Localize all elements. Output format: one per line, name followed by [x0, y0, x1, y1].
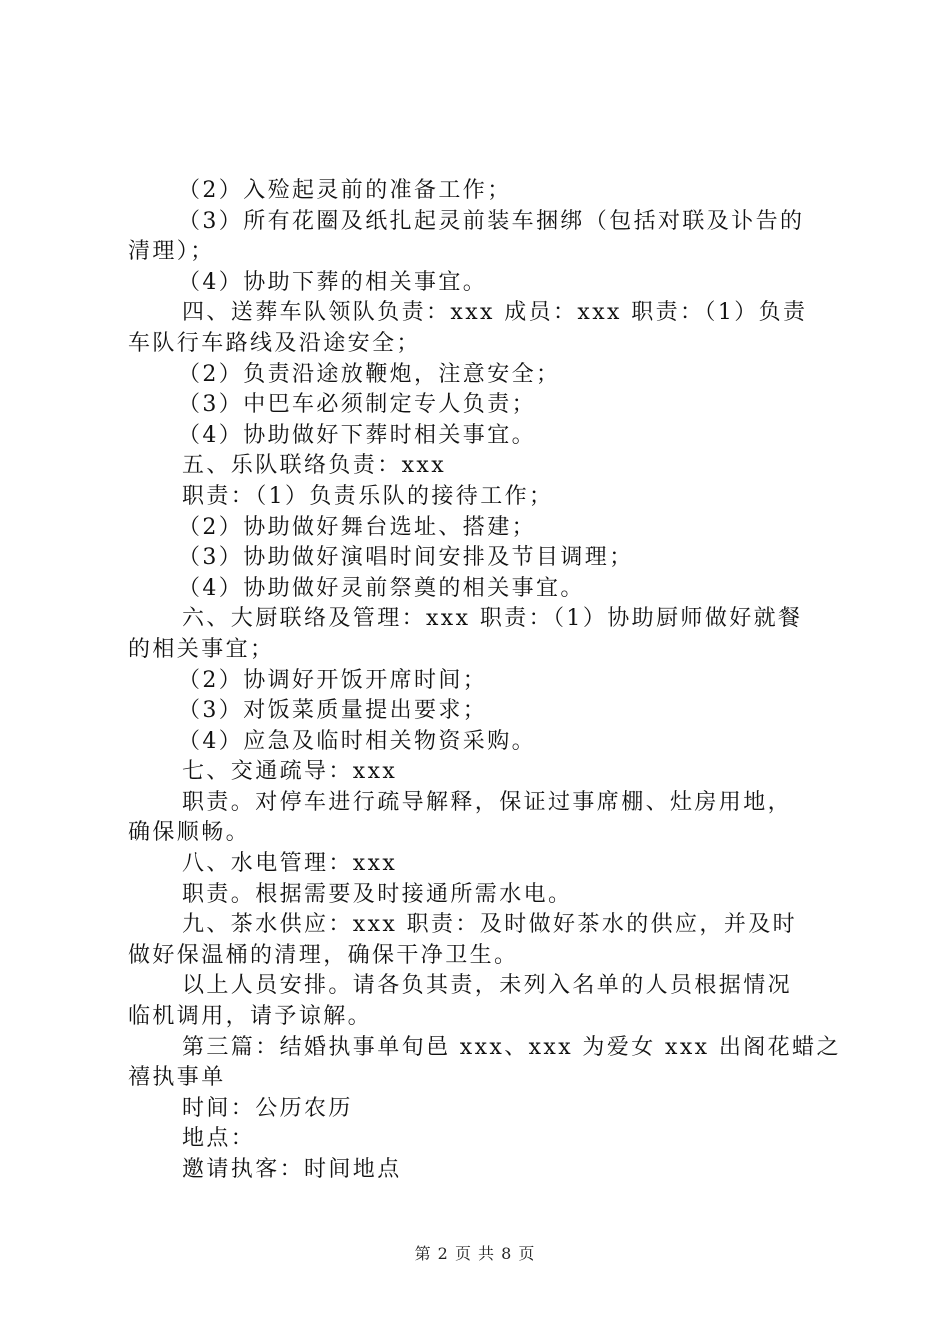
text-line: 车队行车路线及沿途安全； [128, 330, 421, 356]
page-number-footer: 第 2 页 共 8 页 [414, 1244, 536, 1263]
text-line: 职责。对停车进行疏导解释，保证过事席棚、灶房用地， [182, 789, 793, 815]
text-line: 确保顺畅。 [128, 820, 251, 846]
text-line: （4）应急及临时相关物资采购。 [178, 728, 536, 754]
text-line: 地点： [182, 1126, 256, 1152]
text-line: 的相关事宜； [128, 636, 275, 662]
text-line: （3）中巴车必须制定专人负责； [178, 392, 536, 418]
text-line: 职责：（1）负责乐队的接待工作； [182, 483, 554, 509]
section-heading-line: 五、乐队联络负责：xxx [182, 453, 447, 479]
section-heading-line: 四、送葬车队领队负责：xxx 成员：xxx 职责：（1）负责 [182, 300, 808, 326]
text-line: （3）协助做好演唱时间安排及节目调理； [178, 545, 634, 571]
text-line: （4）协助做好灵前祭奠的相关事宜。 [178, 575, 585, 601]
section-heading-line: 九、茶水供应：xxx 职责：及时做好茶水的供应，并及时 [182, 912, 798, 938]
text-line: （2）协调好开饭开席时间； [178, 667, 488, 693]
section-heading-line: 七、交通疏导：xxx [182, 759, 398, 785]
text-line: 时间：公历农历 [182, 1095, 353, 1121]
section-heading-line: 六、大厨联络及管理：xxx 职责：（1）协助厨师做好就餐 [182, 606, 803, 632]
text-line: 以上人员安排。请各负其责，未列入名单的人员根据情况 [182, 973, 793, 999]
text-line: 邀请执客：时间地点 [182, 1157, 402, 1182]
text-line: 临机调用，请予谅解。 [128, 1004, 373, 1030]
text-line: 做好保温桶的清理，确保干净卫生。 [128, 942, 519, 968]
text-line: 职责。根据需要及时接通所需水电。 [182, 881, 573, 907]
chapter-title-line: 第三篇：结婚执事单旬邑 xxx、xxx 为爱女 xxx 出阁花蜡之 [182, 1034, 841, 1060]
document-body [128, 176, 841, 1186]
section-heading-line: 八、水电管理：xxx [182, 851, 398, 877]
text-line: （3）所有花圈及纸扎起灵前装车捆绑（包括对联及讣告的 [178, 208, 805, 234]
text-line: （2）协助做好舞台选址、搭建； [178, 514, 536, 540]
text-line: （2）入殓起灵前的准备工作； [178, 178, 512, 203]
text-line: （3）对饭菜质量提出要求； [178, 698, 488, 724]
text-line: 禧执事单 [128, 1065, 226, 1091]
text-line: （4）协助下葬的相关事宜。 [178, 269, 488, 295]
text-line: （4）协助做好下葬时相关事宜。 [178, 422, 536, 448]
text-line: （2）负责沿途放鞭炮，注意安全； [178, 361, 561, 387]
text-line: 清理）； [128, 239, 215, 265]
